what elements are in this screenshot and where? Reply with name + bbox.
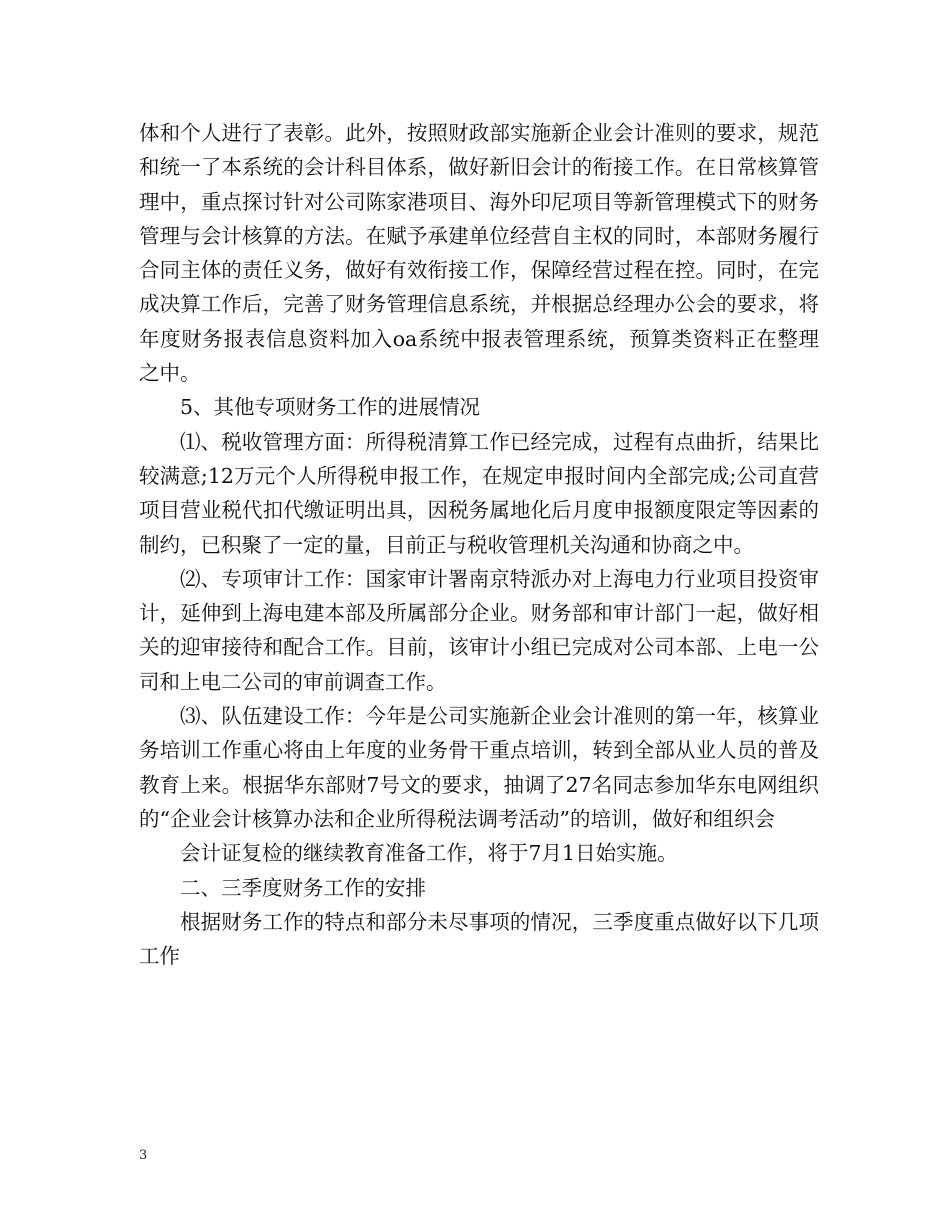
- paragraph-tax-management: ⑴、税收管理方面：所得税清算工作已经完成，过程有点曲折，结果比较满意;12万元个人所得税申报工作，在规定申报时间内全部完成;公司直营项目营业税代扣代缴证明出具，因税务属地化后月度申报额度限定等因素的制约，已积聚了一定的量，目前正与税收管理机关沟通和协商之中。: [139, 429, 819, 557]
- paragraph-special-audit: ⑵、专项审计工作：国家审计署南京特派办对上海电力行业项目投资审计，延伸到上海电建本部及所属部分企业。财务部和审计部门一起，做好相关的迎审接待和配合工作。目前，该审计小组已完成对公司本部、上电一公司和上电二公司的审前调查工作。: [139, 566, 819, 694]
- paragraph-continuing-education: 会计证复检的继续教育准备工作，将于7月1日始实施。: [180, 841, 678, 866]
- page-number: 3: [139, 1148, 148, 1163]
- body-text: [139, 116, 819, 973]
- heading-q3-arrangement: 二、三季度财务工作的安排: [180, 875, 426, 900]
- paragraph-q3-focus: 根据财务工作的特点和部分未尽事项的情况，三季度重点做好以下几项工作: [139, 909, 819, 969]
- paragraph-accounting-system: 体和个人进行了表彰。此外，按照财政部实施新企业会计准则的要求，规范和统一了本系统的会计科目体系，做好新旧会计的衔接工作。在日常核算管理中，重点探讨针对公司陈家港项目、海外印尼项目等新管理模式下的财务管理与会计核算的方法。在赋予承建单位经营自主权的同时，本部财务履行合同主体的责任义务，做好有效衔接工作，保障经营过程在控。同时，在完成决算工作后，完善了财务管理信息系统，并根据总经理办公会的要求，将年度财务报表信息资料加入oa系统中报表管理系统，预算类资料正在整理之中。: [139, 121, 819, 386]
- paragraph-team-building: ⑶、队伍建设工作：今年是公司实施新企业会计准则的第一年，核算业务培训工作重心将由上年度的业务骨干重点培训，转到全部从业人员的普及教育上来。根据华东部财7号文的要求，抽调了27名同志参加华东电网组织的“企业会计核算办法和企业所得税法调考活动”的培训，做好和组织会: [139, 704, 819, 831]
- heading-special-finance-progress: 5、其他专项财务工作的进展情况: [180, 395, 481, 420]
